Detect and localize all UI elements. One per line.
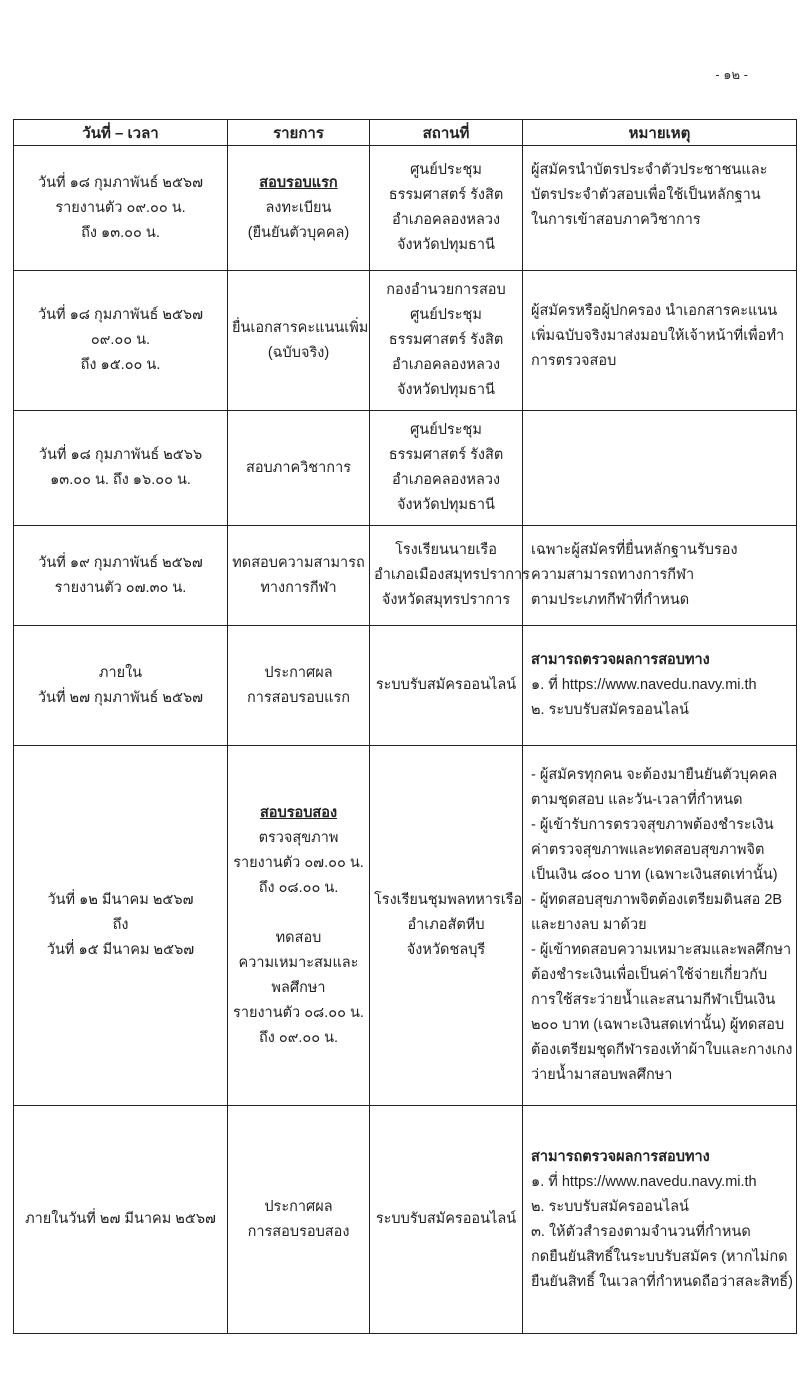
- place-line: ศูนย์ประชุม: [410, 422, 482, 438]
- item-cell: [228, 526, 370, 626]
- table-row: [14, 746, 797, 1106]
- item-cell: [228, 411, 370, 526]
- item-line: ความเหมาะสมและ: [238, 954, 359, 971]
- header-place: สถานที่: [370, 120, 523, 146]
- note-line: ผู้สมัครหรือผู้ปกครอง นำเอกสารคะแนน: [531, 303, 778, 319]
- place-cell: [370, 746, 523, 1106]
- date-line: วันที่ ๑๕ มีนาคม ๒๕๖๗: [46, 942, 195, 958]
- date-line: วันที่ ๑๘ กุมภาพันธ์ ๒๕๖๖: [38, 447, 203, 463]
- item-line: พลศึกษา: [271, 979, 326, 996]
- date-line: วันที่ ๑๙ กุมภาพันธ์ ๒๕๖๗: [38, 554, 203, 571]
- item-cell: [228, 271, 370, 411]
- date-cell: [14, 271, 228, 411]
- table-row: [14, 271, 797, 411]
- place-cell: [370, 1106, 523, 1334]
- item-line: ลงทะเบียน: [265, 199, 332, 216]
- note-cell: [523, 271, 797, 411]
- table-header-row: [14, 120, 797, 146]
- note-line: ผู้สมัครนำบัตรประจำตัวประชาชนและ: [531, 162, 768, 178]
- table-row: [14, 411, 797, 526]
- date-line: วันที่ ๑๘ กุมภาพันธ์ ๒๕๖๗: [37, 307, 204, 323]
- note-line: ๒. ระบบรับสมัครออนไลน์: [531, 1198, 689, 1215]
- date-cell: [14, 526, 228, 626]
- table-row: [14, 626, 797, 746]
- date-cell: [14, 411, 228, 526]
- note-title: สามารถตรวจผลการสอบทาง: [531, 652, 710, 668]
- item-line: การสอบรอบสอง: [247, 1223, 350, 1240]
- place-cell: [370, 411, 523, 526]
- date-line: ถึง: [112, 917, 129, 933]
- note-line: ๑. ที่ https://www.navedu.navy.mi.th: [531, 1173, 757, 1190]
- note-line: เป็นเงิน ๘๐๐ บาท (เฉพาะเงินสดเท่านั้น): [531, 867, 778, 883]
- item-line: ถึง ๐๘.๐๐ น.: [258, 879, 339, 896]
- note-cell: [523, 146, 797, 271]
- header-item: รายการ: [228, 120, 370, 146]
- place-line: ธรรมศาสตร์ รังสิต: [388, 187, 504, 203]
- item-cell: [228, 146, 370, 271]
- note-line: เพิ่มฉบับจริงมาส่งมอบให้เจ้าหน้าที่เพื่อทำ: [531, 328, 785, 344]
- item-line: สอบภาควิชาการ: [246, 459, 351, 476]
- item-cell: [228, 1106, 370, 1334]
- note-cell: [523, 1106, 797, 1334]
- item-line: ทดสอบความสามารถ: [232, 554, 365, 571]
- date-line: ภายในวันที่ ๒๗ มีนาคม ๒๕๖๗: [25, 1211, 216, 1227]
- date-cell: [14, 626, 228, 746]
- date-line: รายงานตัว ๐๙.๐๐ น.: [55, 199, 186, 216]
- item-line: (ฉบับจริง): [267, 344, 330, 361]
- note-line: ๓. ให้ตัวสำรองตามจำนวนที่กำหนด: [531, 1223, 751, 1240]
- date-line: ถึง ๑๓.๐๐ น.: [81, 224, 160, 241]
- date-cell: [14, 1106, 228, 1334]
- item-line: การสอบรอบแรก: [246, 689, 351, 706]
- header-note: หมายเหตุ: [523, 120, 797, 146]
- place-line: ระบบรับสมัครออนไลน์: [375, 1211, 517, 1227]
- spacer: [232, 901, 365, 926]
- place-line: กองอำนวยการสอบ: [386, 282, 506, 298]
- note-line: ตามชุดสอบ และวัน-เวลาที่กำหนด: [531, 792, 743, 808]
- note-cell: [523, 746, 797, 1106]
- note-line: ยืนยันสิทธิ์ ในเวลาที่กำหนดถือว่าสละสิทธิ์): [531, 1273, 793, 1290]
- place-line: จังหวัดชลบุรี: [406, 942, 486, 958]
- note-line: ตามประเภทกีฬาที่กำหนด: [531, 592, 690, 608]
- item-title: สอบรอบสอง: [259, 804, 338, 821]
- note-title: สามารถตรวจผลการสอบทาง: [531, 1148, 710, 1165]
- note-line: - ผู้สมัครทุกคน จะต้องมายืนยันตัวบุคคล: [531, 767, 778, 783]
- date-line: ภายใน: [98, 664, 143, 681]
- note-line: ในการเข้าสอบภาควิชาการ: [531, 212, 701, 228]
- date-line: วันที่ ๑๘ กุมภาพันธ์ ๒๕๖๗: [37, 174, 204, 191]
- note-cell: [523, 411, 797, 526]
- page-number: - ๑๒ -: [715, 67, 748, 82]
- note-line: บัตรประจำตัวสอบเพื่อใช้เป็นหลักฐาน: [531, 187, 761, 203]
- table-row: [14, 146, 797, 271]
- note-line: เฉพาะผู้สมัครที่ยื่นหลักฐานรับรอง: [531, 542, 738, 558]
- note-line: และยางลบ มาด้วย: [531, 917, 647, 933]
- note-cell: [523, 526, 797, 626]
- note-line: - ผู้เข้าทดสอบความเหมาะสมและพลศึกษา: [531, 942, 792, 958]
- note-line: - ผู้ทดสอบสุขภาพจิตต้องเตรียมดินสอ 2B: [531, 892, 783, 908]
- date-cell: [14, 746, 228, 1106]
- note-line: ค่าตรวจสุขภาพและทดสอบสุขภาพจิต: [531, 842, 765, 858]
- place-cell: [370, 526, 530, 626]
- place-line: ศูนย์ประชุม: [410, 307, 482, 323]
- item-line: ยื่นเอกสารคะแนนเพิ่ม: [232, 319, 369, 336]
- table-row: [14, 1106, 797, 1334]
- place-line: โรงเรียนชุมพลทหารเรือ: [374, 892, 523, 908]
- note-line: - ผู้เข้ารับการตรวจสุขภาพต้องชำระเงิน: [531, 817, 774, 833]
- item-line: ประกาศผล: [264, 664, 333, 681]
- place-cell: [370, 146, 523, 271]
- date-line: ๑๓.๐๐ น. ถึง ๑๖.๐๐ น.: [50, 472, 191, 488]
- place-line: ระบบรับสมัครออนไลน์: [375, 677, 517, 693]
- item-title: สอบรอบแรก: [259, 174, 338, 191]
- item-line: (ยืนยันตัวบุคคล): [247, 224, 350, 241]
- place-cell: [370, 271, 523, 411]
- note-line: ว่ายน้ำมาสอบพลศึกษา: [531, 1067, 673, 1083]
- date-line: ถึง ๑๕.๐๐ น.: [80, 357, 161, 373]
- item-line: รายงานตัว ๐๘.๐๐ น.: [233, 1004, 364, 1021]
- note-cell: [523, 626, 797, 746]
- date-line: วันที่ ๑๒ มีนาคม ๒๕๖๗: [47, 892, 194, 908]
- place-line: จังหวัดปทุมธานี: [397, 237, 495, 253]
- note-line: การใช้สระว่ายน้ำและสนามกีฬาเป็นเงิน: [531, 992, 776, 1008]
- note-line: การตรวจสอบ: [531, 353, 617, 369]
- note-line: ๒๐๐ บาท (เฉพาะเงินสดเท่านั้น) ผู้ทดสอบ: [531, 1017, 785, 1033]
- place-line: อำเภอสัตหีบ: [407, 917, 485, 933]
- item-line: ทดสอบ: [275, 929, 322, 946]
- header-date-time: วันที่ – เวลา: [14, 120, 228, 146]
- place-line: จังหวัดปทุมธานี: [397, 382, 495, 398]
- place-cell: [370, 626, 523, 746]
- item-line: ประกาศผล: [264, 1198, 333, 1215]
- note-line: กดยืนยันสิทธิ์ในระบบรับสมัคร (หากไม่กด: [531, 1248, 788, 1265]
- date-line: ๐๙.๐๐ น.: [90, 332, 151, 348]
- note-line: ๑. ที่ https://www.navedu.navy.mi.th: [531, 677, 757, 693]
- note-line: ๒. ระบบรับสมัครออนไลน์: [531, 702, 689, 718]
- date-line: รายงานตัว ๐๗.๓๐ น.: [54, 579, 187, 596]
- note-line: ต้องเตรียมชุดกีฬารองเท้าผ้าใบและกางเกง: [531, 1042, 793, 1058]
- place-line: จังหวัดปทุมธานี: [397, 497, 495, 513]
- table-row: [14, 526, 797, 626]
- place-line: ศูนย์ประชุม: [410, 162, 482, 178]
- schedule-table: [13, 119, 797, 1334]
- place-line: โรงเรียนนายเรือ: [395, 542, 497, 558]
- place-line: อำเภอคลองหลวง: [391, 472, 501, 488]
- place-line: อำเภอคลองหลวง: [391, 212, 501, 228]
- place-line: ธรรมศาสตร์ รังสิต: [388, 332, 504, 348]
- item-line: ตรวจสุขภาพ: [258, 829, 339, 846]
- date-line: วันที่ ๒๗ กุมภาพันธ์ ๒๕๖๗: [37, 689, 204, 706]
- place-line: ธรรมศาสตร์ รังสิต: [388, 447, 504, 463]
- item-line: ถึง ๐๙.๐๐ น.: [258, 1029, 339, 1046]
- note-line: ต้องชำระเงินเพื่อเป็นค่าใช้จ่ายเกี่ยวกับ: [531, 967, 768, 983]
- place-line: อำเภอคลองหลวง: [391, 357, 501, 373]
- item-cell: [228, 746, 370, 1106]
- item-line: ทางการกีฬา: [260, 579, 337, 596]
- place-line: จังหวัดสมุทรปราการ: [381, 592, 511, 608]
- place-line: อำเภอเมืองสมุทรปราการ: [374, 567, 530, 583]
- date-cell: [14, 146, 228, 271]
- item-cell: [228, 626, 370, 746]
- item-line: รายงานตัว ๐๗.๐๐ น.: [233, 854, 364, 871]
- note-line: ความสามารถทางการกีฬา: [531, 567, 695, 583]
